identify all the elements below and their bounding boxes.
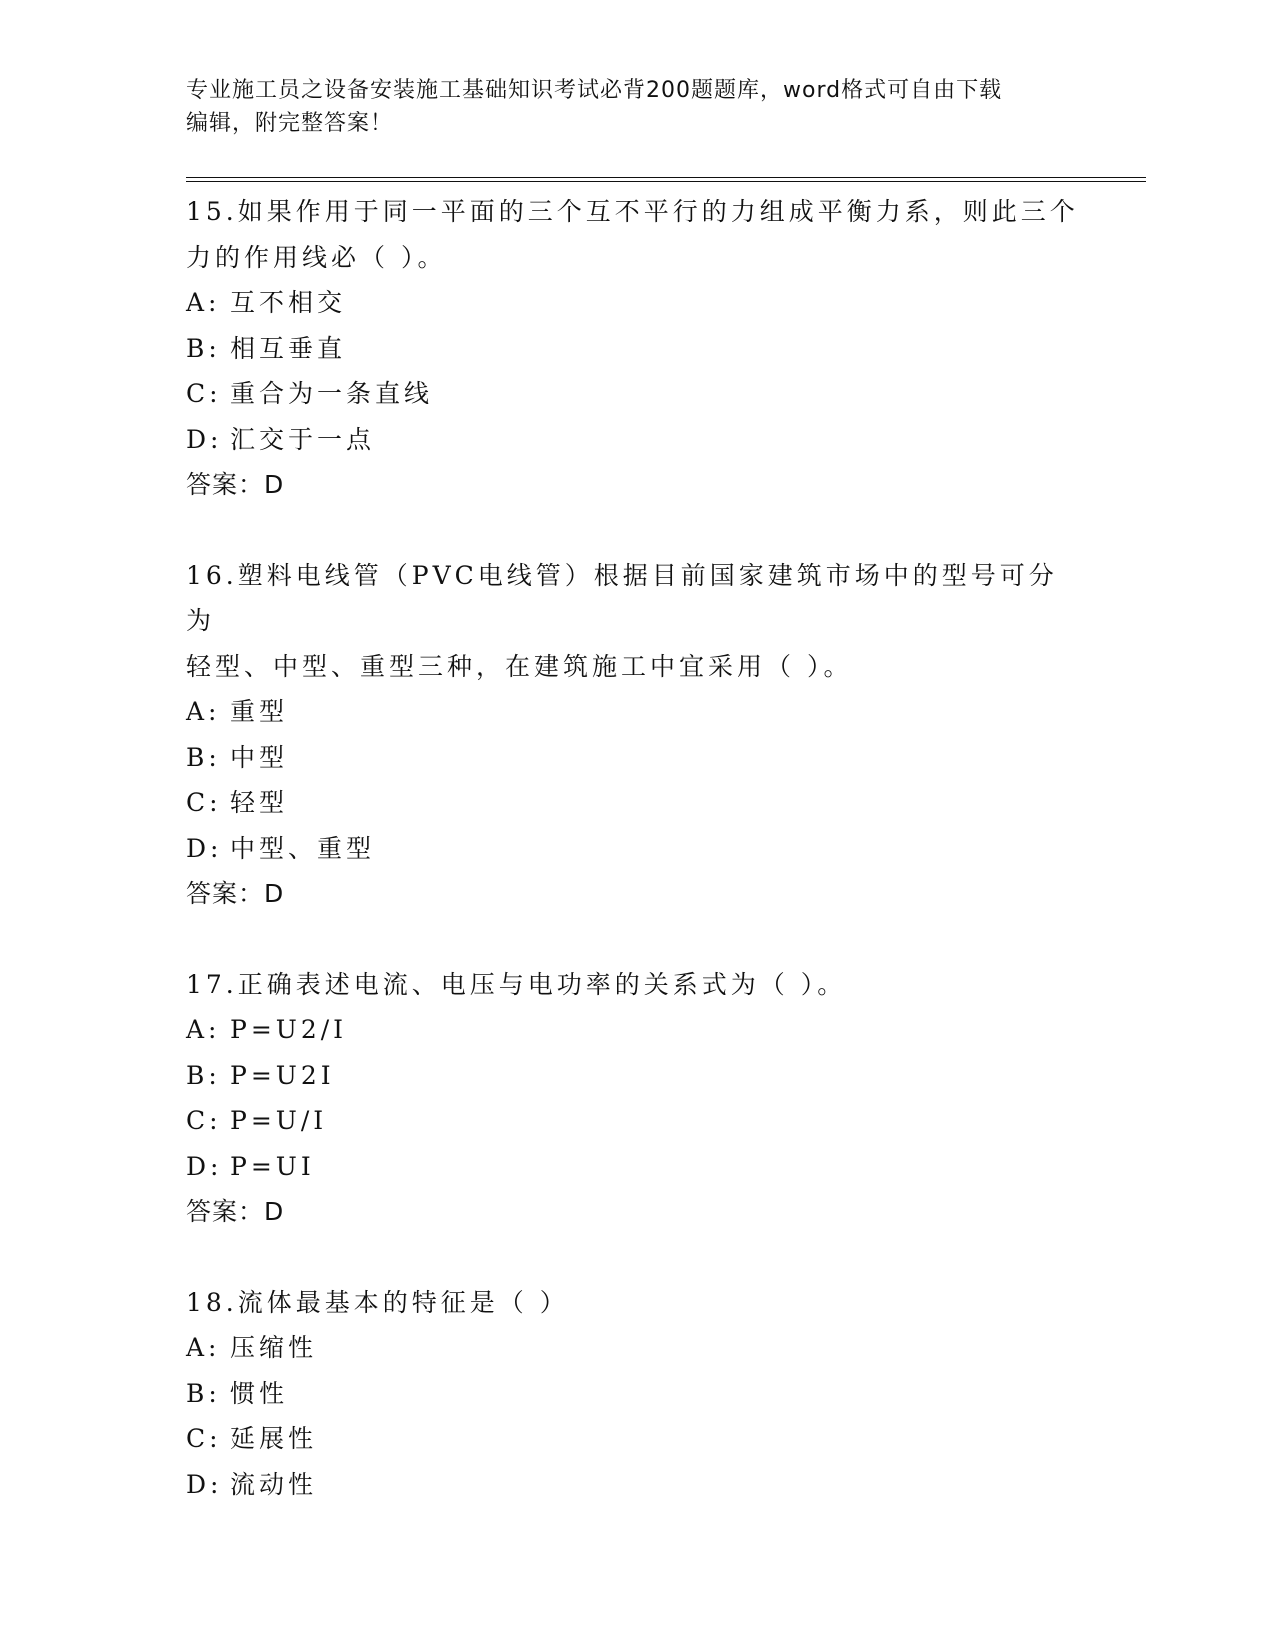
question-stem-line-1: 正确表述电流、电压与电功率的关系式为（ ）。: [237, 969, 847, 999]
option-letter: D:: [186, 1469, 223, 1499]
option-letter: C:: [186, 1424, 222, 1453]
option-text: 相互垂直: [230, 333, 347, 363]
option-letter: C:: [186, 379, 222, 408]
option-d: [186, 1462, 1086, 1508]
option-a: [186, 280, 1086, 326]
question-stem-line-1: 塑料电线管（PVC电线管）根据目前国家建筑市场中的型号可分为: [186, 560, 1058, 635]
question-stem-line-1: 流体最基本的特征是（ ）: [237, 1287, 569, 1317]
option-letter: B:: [186, 1060, 221, 1090]
question-stem-line-2: 轻型、中型、重型三种，在建筑施工中宜采用（ ）。: [186, 651, 853, 681]
option-letter: B:: [186, 742, 221, 772]
option-letter: B:: [186, 1378, 221, 1408]
question-stem-line-2: 力的作用线必（ ）。: [186, 242, 447, 272]
header-divider: [186, 177, 1146, 182]
question-stem: [186, 189, 1086, 235]
option-text: P=U2/I: [230, 1015, 348, 1044]
question-16: [186, 553, 1086, 917]
question-15: [186, 189, 1086, 508]
option-d: [186, 826, 1086, 872]
question-stem: [186, 1280, 1086, 1326]
option-text: 延展性: [230, 1424, 318, 1453]
header-line-1: 专业施工员之设备安装施工基础知识考试必背200题题库，word格式可自由下载: [186, 78, 1003, 103]
option-text: P=U/I: [230, 1106, 328, 1135]
header-line-2: 编辑，附完整答案！: [186, 111, 394, 136]
option-text: 压缩性: [230, 1333, 318, 1362]
option-letter: C:: [186, 1106, 222, 1135]
answer-line: 答案：D: [186, 1197, 285, 1226]
option-letter: B:: [186, 333, 221, 363]
option-letter: D:: [186, 1151, 223, 1181]
option-b: [186, 1053, 1086, 1099]
option-c: [186, 1098, 1086, 1144]
option-text: 轻型: [230, 788, 289, 817]
question-stem-line-1: 如果作用于同一平面的三个互不平行的力组成平衡力系，则此三个: [237, 197, 1079, 226]
option-b: [186, 735, 1086, 781]
option-text: 重型: [230, 697, 289, 726]
document-header: [186, 74, 1066, 140]
question-17: [186, 962, 1086, 1235]
option-text: 中型: [230, 742, 289, 772]
question-stem: [186, 553, 1086, 644]
answer-line: 答案：D: [186, 470, 285, 499]
option-letter: A:: [186, 288, 221, 317]
option-d: [186, 1144, 1086, 1190]
question-number: 15.: [186, 197, 238, 226]
option-text: 中型、重型: [230, 833, 376, 863]
option-text: P=UI: [230, 1151, 315, 1181]
option-b: [186, 1371, 1086, 1417]
question-list: [186, 189, 1086, 1507]
option-text: 汇交于一点: [230, 424, 376, 454]
option-text: 互不相交: [230, 288, 347, 317]
option-text: 流动性: [230, 1469, 318, 1499]
option-letter: A:: [186, 697, 221, 726]
option-a: [186, 1325, 1086, 1371]
option-letter: C:: [186, 788, 222, 817]
option-text: 惯性: [230, 1378, 289, 1408]
answer-line: 答案：D: [186, 879, 285, 908]
option-letter: D:: [186, 424, 223, 454]
option-a: [186, 689, 1086, 735]
option-text: 重合为一条直线: [230, 379, 434, 408]
option-d: [186, 417, 1086, 463]
option-c: [186, 371, 1086, 417]
option-letter: D:: [186, 833, 223, 863]
option-text: P=U2I: [230, 1060, 335, 1090]
option-b: [186, 326, 1086, 372]
question-number: 16.: [186, 560, 238, 590]
option-c: [186, 1416, 1086, 1462]
question-number: 18.: [186, 1287, 238, 1317]
option-a: [186, 1007, 1086, 1053]
option-c: [186, 780, 1086, 826]
option-letter: A:: [186, 1333, 221, 1362]
question-18: [186, 1280, 1086, 1508]
option-letter: A:: [186, 1015, 221, 1044]
question-number: 17.: [186, 969, 238, 999]
question-stem: [186, 962, 1086, 1008]
